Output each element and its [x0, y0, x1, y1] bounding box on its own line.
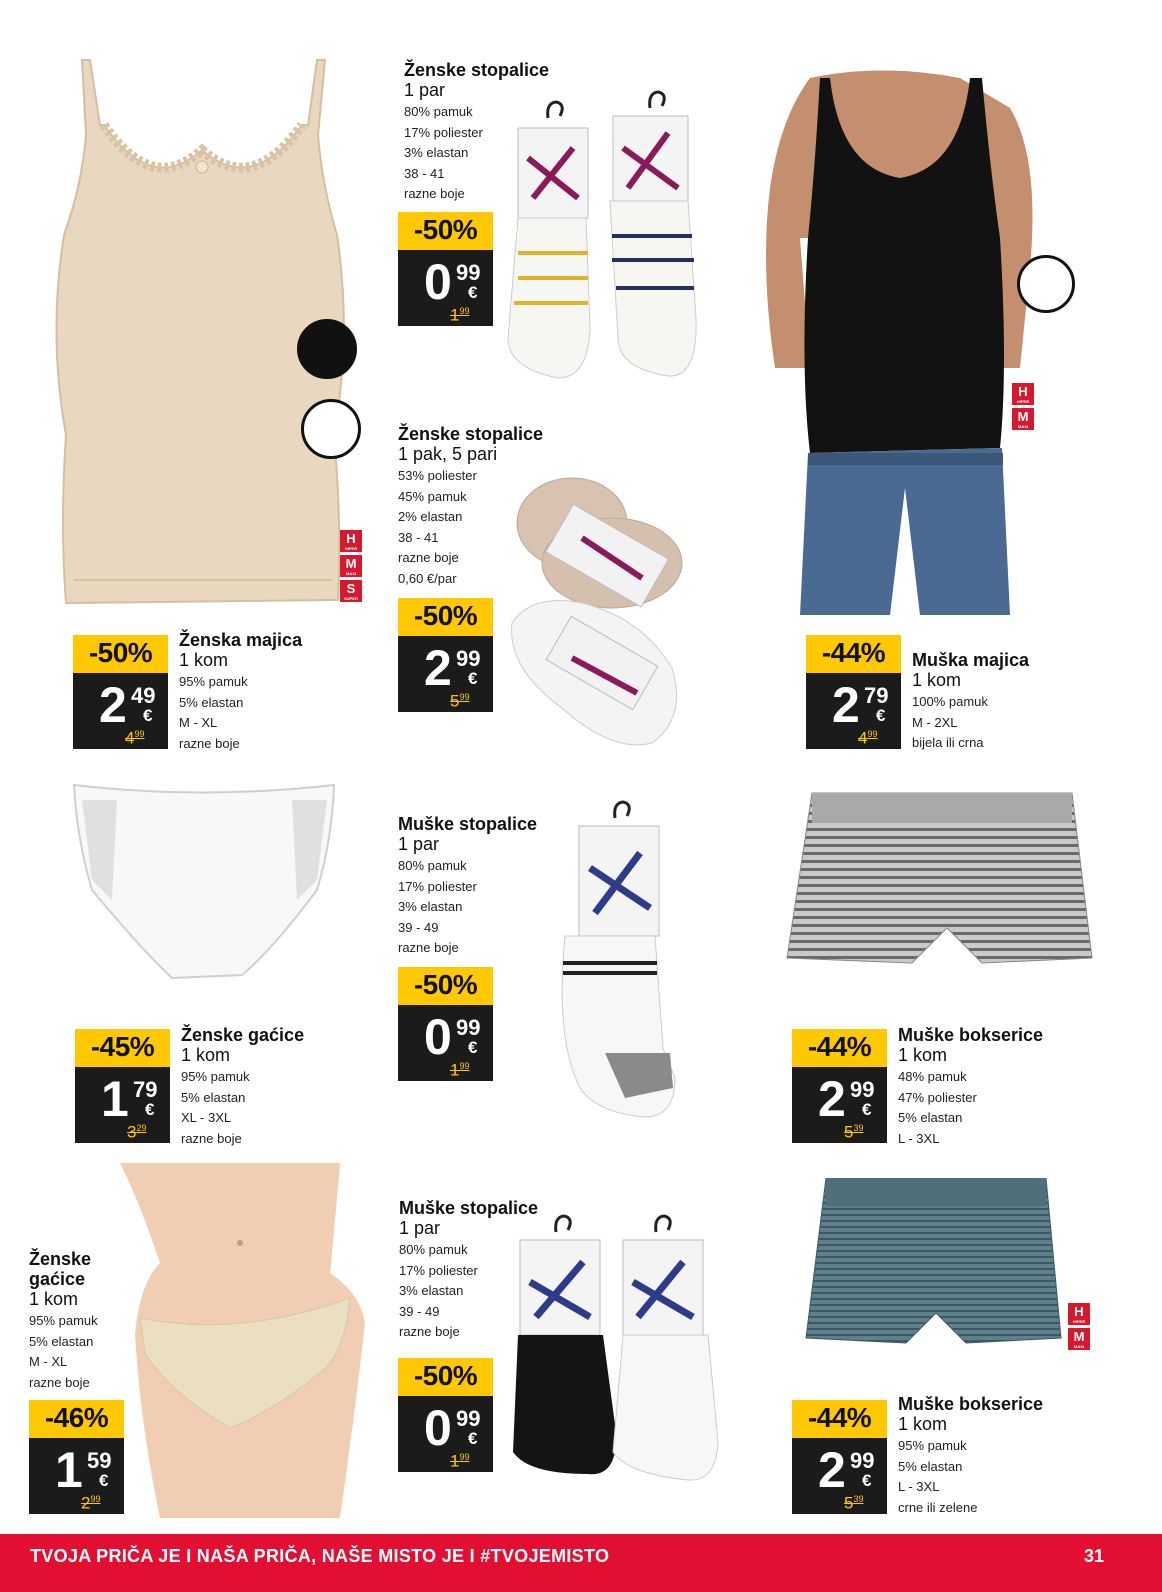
store-tag-hiper: H HIPER — [340, 530, 362, 552]
product-muske-stopalice-2: Muške stopalice 1 par 80% pamuk 17% poliester 3% elastan 39 - 49 razne boje — [399, 1198, 539, 1339]
product-zenske-gacice-2: Ženske gaćice 1 kom 95% pamuk 5% elastan M - XL razne boje — [29, 1249, 98, 1390]
color-swatch-black — [297, 319, 357, 379]
price-muske-bokserice-1: -44% 2 99 € $5^{39}$ — [792, 1029, 887, 1143]
product-muske-bokserice-2: Muške bokserice 1 kom 95% pamuk 5% elastan L - 3XL crne ili zelene — [898, 1394, 1044, 1515]
product-zenske-stopalice-2: Ženske stopalice 1 pak, 5 pari 53% poliester 45% pamuk 2% elastan 38 - 41 razne boje 0,60 €/par — [398, 424, 544, 586]
product-muske-bokserice-1: Muške bokserice 1 kom 48% pamuk 47% poliester 5% elastan L - 3XL — [898, 1025, 1044, 1146]
discount-badge: -50% — [398, 212, 493, 250]
store-tags-boxers: H HIPER M MAXI — [1068, 1303, 1090, 1353]
old-price: $1^{99}$ — [450, 305, 470, 325]
store-tags-male: H HIPER M MAXI — [1012, 383, 1034, 433]
muske-bokserice-2-image — [796, 1178, 1086, 1378]
price-zenske-stopalice-2: -50% 2 99 € $5^{99}$ — [398, 598, 493, 712]
zenske-gacice-1-image — [62, 780, 348, 1000]
product-zenske-gacice-1: Ženske gaćice 1 kom 95% pamuk 5% elastan XL - 3XL razne boje — [181, 1025, 305, 1146]
footer-bar — [0, 1534, 1162, 1592]
price-muske-stopalice-2: -50% 0 99 € $1^{99}$ — [398, 1358, 493, 1472]
color-swatch-white-male — [1017, 255, 1075, 313]
price-zenska-majica: -50% 2 49 € $4^{99}$ — [73, 635, 168, 749]
muske-stopalice-2-image — [508, 1212, 728, 1487]
price-zenske-stopalice-1 — [398, 212, 493, 326]
product-muske-stopalice-1: Muške stopalice 1 par 80% pamuk 17% poliester 3% elastan 39 - 49 razne boje — [398, 814, 538, 955]
store-tags — [340, 530, 362, 605]
page-number: 31 — [1083, 1546, 1104, 1566]
zenske-gacice-2-image — [100, 1163, 380, 1518]
product-sub: 1 par — [404, 80, 446, 100]
price-zenske-gacice-1: -45% 1 79 € $3^{29}$ — [75, 1029, 170, 1143]
product-zenska-majica: Ženska majica 1 kom 95% pamuk 5% elastan M - XL razne boje — [179, 630, 303, 751]
price-zenske-gacice-2: -46% 1 59 € $2^{99}$ — [29, 1400, 124, 1514]
price-muske-stopalice-1: -50% 0 99 € $1^{99}$ — [398, 967, 493, 1081]
price-block: 0 99 € $1^{99}$ — [398, 250, 493, 326]
footer-slogan: TVOJA PRIČA JE I NAŠA PRIČA, NAŠE MISTO JE I #TVOJEMISTO — [30, 1546, 610, 1566]
price-muska-majica: -44% 2 79 € $4^{99}$ — [806, 635, 901, 749]
product-title: Ženske stopalice — [404, 60, 550, 80]
muske-bokserice-1-image — [782, 788, 1102, 1008]
product-zenske-stopalice-1: Ženske stopalice 1 par 80% pamuk 17% poliester 3% elastan 38 - 41 razne boje — [404, 60, 550, 201]
store-tag-maxi: M MAXI — [340, 555, 362, 577]
color-swatch-white — [301, 399, 361, 459]
store-tag-super: S SUPER — [340, 580, 362, 602]
muske-stopalice-1-image — [545, 798, 695, 1128]
muska-majica-image — [760, 68, 1040, 615]
price-muske-bokserice-2: -44% 2 99 € $5^{39}$ — [792, 1400, 887, 1514]
product-muska-majica: Muška majica 1 kom 100% pamuk M - 2XL bijela ili crna — [912, 650, 1030, 750]
